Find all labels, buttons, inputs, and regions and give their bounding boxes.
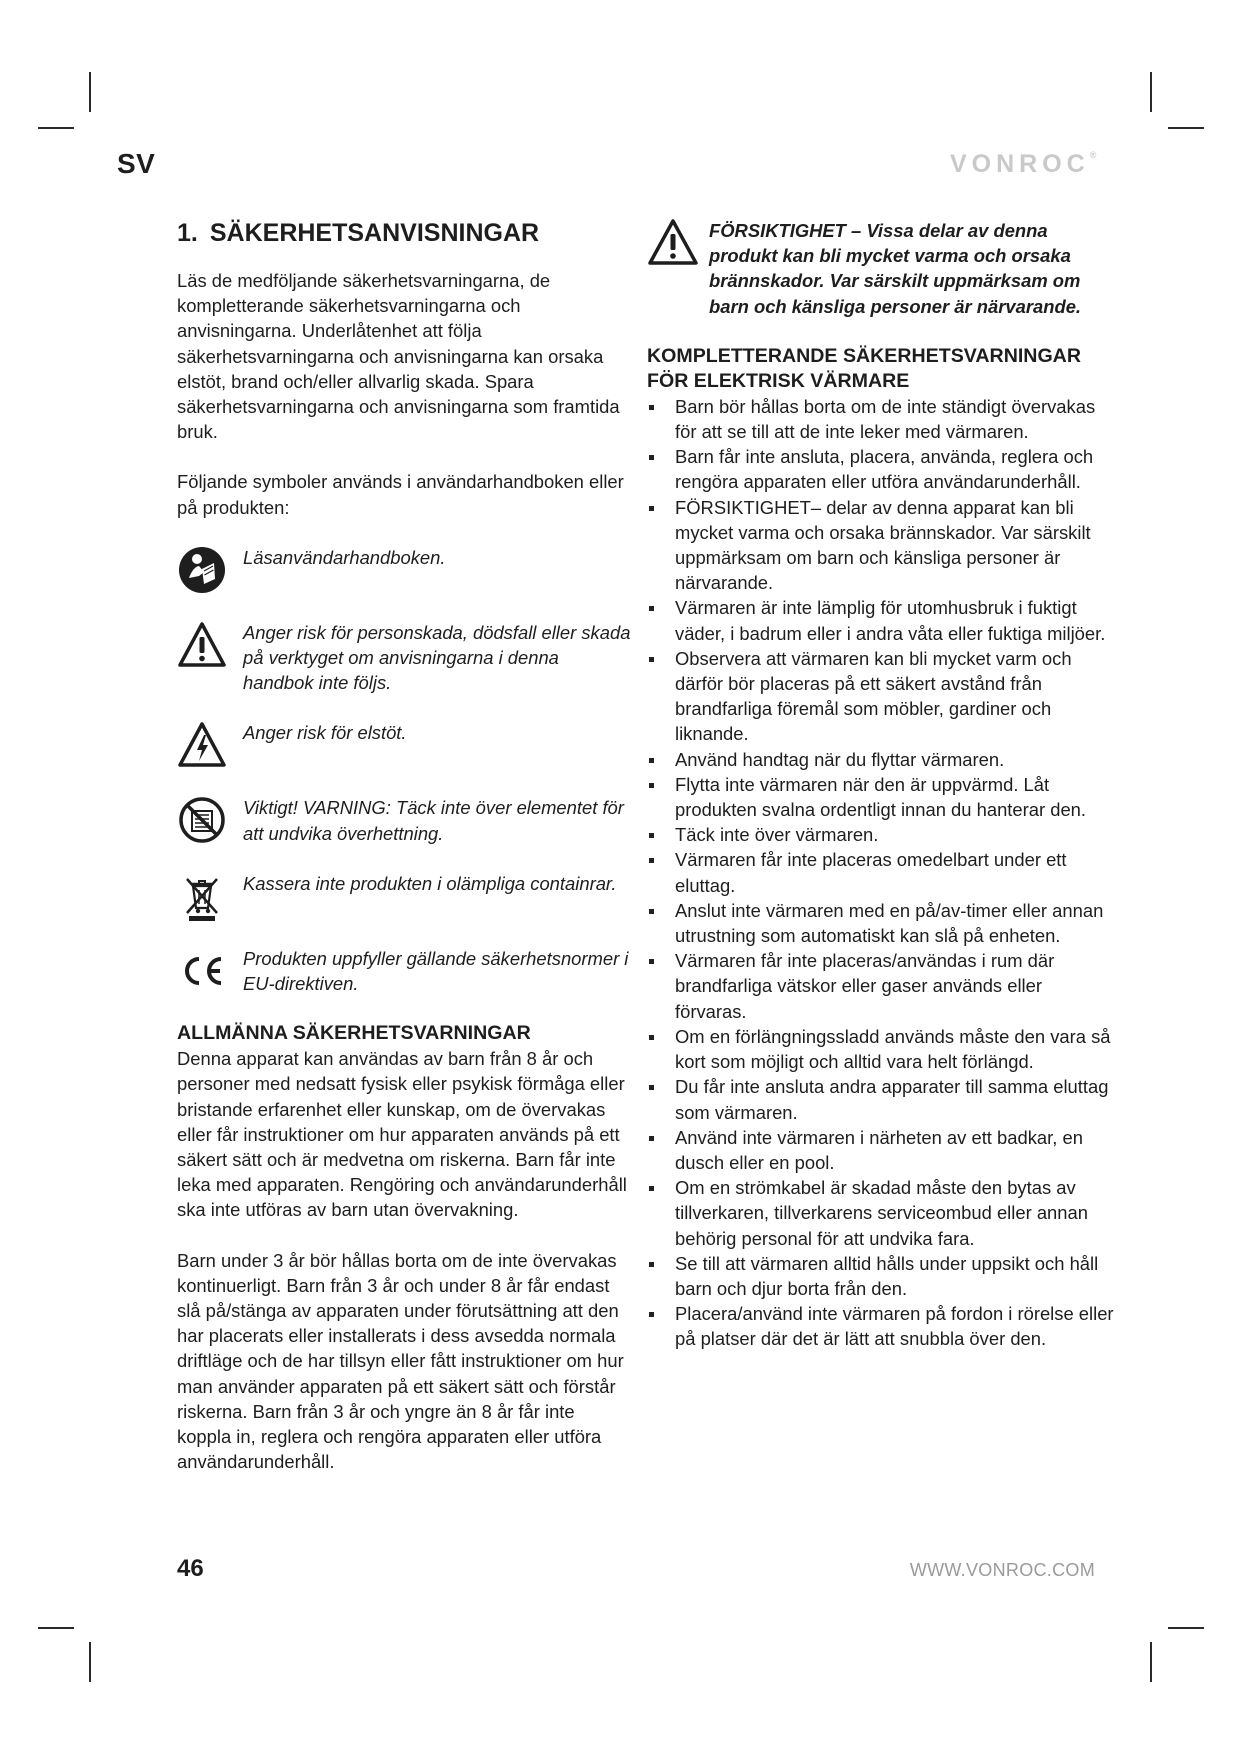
list-item: Placera/använd inte värmaren på fordon i rörelse eller på platser där det är lätt att snubbla över den. bbox=[647, 1301, 1117, 1351]
general-paragraph: Denna apparat kan användas av barn från 8 år och personer med nedsatt fysisk eller psykisk förmåga eller bristande erfarenhet eller kunskap, om de övervakas eller får instruktioner om hur apparaten används på ett säkert sätt och är medvetna om riskerna. Barn får inte leka med apparaten. Rengöring och användarunderhåll ska inte utföras av barn utan övervakning. bbox=[177, 1048, 627, 1221]
section-title: 1. SÄKERHETSANVISNINGAR bbox=[177, 219, 540, 247]
general-paragraph: Barn under 3 år bör hållas borta om de inte övervakas kontinuerligt. Barn från 3 år och under 8 år får endast slå på/stänga av apparaten under förutsättning att den har placerats eller installerats i dess avsedda normala driftläge och de har tillsyn eller fått instruktioner om hur man använder apparaten på ett säkert sätt och förstår riskerna. Barn från 3 år och yngre än 8 år får inte koppla in, reglera och rengöra apparaten eller utföra användarunderhåll. bbox=[177, 1249, 624, 1473]
page-number: 46 bbox=[177, 1555, 204, 1582]
electric-shock-icon bbox=[177, 720, 227, 770]
list-item: Anslut inte värmaren med en på/av-timer eller annan utrustning som automatiskt kan slå på enheten. bbox=[647, 898, 1117, 948]
symbol-text: Produkten uppfyller gällande säkerhetsnormer i EU-direktiven. bbox=[243, 947, 629, 995]
list-item: Barn bör hållas borta om de inte ständigt övervakas för att se till att de inte leker med värmaren. bbox=[647, 394, 1117, 444]
list-item: Täck inte över värmaren. bbox=[647, 822, 1117, 847]
symbol-text: Anger risk för elstöt. bbox=[243, 722, 407, 744]
heater-warnings-heading: KOMPLETTERANDE SÄKERHETSVARNINGAR FÖR ELEKTRISK VÄRMARE bbox=[647, 344, 1081, 392]
symbol-row bbox=[177, 871, 632, 921]
weee-bin-icon bbox=[177, 871, 227, 921]
crop-mark bbox=[38, 127, 74, 129]
website-url: WWW.VONROC.COM bbox=[909, 1560, 1095, 1580]
list-item: Om en strömkabel är skadad måste den bytas av tillverkaren, tillverkarens serviceombud eller annan behörig personal för att undvika fara. bbox=[647, 1175, 1117, 1251]
list-item: Flytta inte värmaren när den är uppvärmd. Låt produkten svalna ordentligt innan du hanterar den. bbox=[647, 772, 1117, 822]
do-not-cover-icon bbox=[177, 795, 227, 845]
list-item: Värmaren får inte placeras/användas i rum där brandfarliga vätskor eller gaser används eller förvaras. bbox=[647, 948, 1117, 1024]
list-item: Värmaren får inte placeras omedelbart under ett eluttag. bbox=[647, 847, 1117, 897]
right-column bbox=[647, 218, 1117, 1352]
list-item: FÖRSIKTIGHET– delar av denna apparat kan bli mycket varma och orsaka brännskador. Var särskilt uppmärksam om barn och känsliga personer är närvarande. bbox=[647, 495, 1117, 596]
crop-mark bbox=[1168, 1627, 1204, 1629]
caution-notice bbox=[647, 218, 1117, 319]
caution-text: FÖRSIKTIGHET – Vissa delar av denna produkt kan bli mycket varma och orsaka brännskador. Var särskilt uppmärksam om barn och känsliga personer är närvarande. bbox=[709, 220, 1082, 317]
crop-mark bbox=[89, 72, 91, 112]
list-item: Se till att värmaren alltid hålls under uppsikt och håll barn och djur borta från den. bbox=[647, 1251, 1117, 1301]
left-column bbox=[177, 218, 632, 1475]
list-item: Observera att värmaren kan bli mycket varm och därför bör placeras på ett säkert avstånd från brandfarliga föremål som möbler, gardiner och liknande. bbox=[647, 646, 1117, 747]
intro-paragraph: Läs de medföljande säkerhetsvarningarna, de kompletterande säkerhetsvarningarna och anvisningarna. Underlåtenhet att följa säkerhetsvarningarna och anvisningarna kan orsaka elstöt, brand och/eller allvarlig skada. Spara säkerhetsvarningarna och anvisningarna som framtida bruk. bbox=[177, 270, 620, 443]
symbol-text: Viktigt! VARNING: Täck inte över elementet för att undvika överhettning. bbox=[243, 797, 624, 844]
crop-mark bbox=[89, 1642, 91, 1682]
ce-mark-icon bbox=[177, 946, 227, 996]
crop-mark bbox=[38, 1627, 74, 1629]
language-label: SV bbox=[117, 148, 156, 179]
symbol-row bbox=[177, 620, 632, 696]
symbols-intro: Följande symboler används i användarhandboken eller på produkten: bbox=[177, 471, 624, 518]
crop-mark bbox=[1150, 1642, 1152, 1682]
symbol-text: Kassera inte produkten i olämpliga containrar. bbox=[243, 872, 617, 894]
symbol-text: Anger risk för personskada, dödsfall eller skada på verktyget om anvisningarna i denna handbok inte följs. bbox=[243, 621, 631, 694]
brand-logo: VONROC® bbox=[950, 150, 1097, 178]
general-warnings-heading: ALLMÄNNA SÄKERHETSVARNINGAR bbox=[177, 1022, 531, 1045]
warning-triangle-icon bbox=[647, 218, 699, 266]
symbol-text: Läsanvändarhandboken. bbox=[243, 546, 446, 568]
crop-mark bbox=[1150, 72, 1152, 112]
warning-triangle-icon bbox=[177, 620, 227, 670]
list-item: Värmaren är inte lämplig för utomhusbruk i fuktigt väder, i badrum eller i andra våta eller fuktiga miljöer. bbox=[647, 595, 1117, 645]
crop-mark bbox=[1168, 127, 1204, 129]
symbol-row bbox=[177, 545, 632, 595]
list-item: Om en förlängningssladd används måste den vara så kort som möjligt och alltid vara helt förlängd. bbox=[647, 1024, 1117, 1074]
list-item: Använd handtag när du flyttar värmaren. bbox=[647, 747, 1117, 772]
symbol-row bbox=[177, 946, 632, 996]
read-manual-icon bbox=[177, 545, 227, 595]
symbol-row bbox=[177, 795, 632, 845]
list-item: Barn får inte ansluta, placera, använda, reglera och rengöra apparaten eller utföra användarunderhåll. bbox=[647, 444, 1117, 494]
symbol-row bbox=[177, 720, 632, 770]
list-item: Använd inte värmaren i närheten av ett badkar, en dusch eller en pool. bbox=[647, 1125, 1117, 1175]
heater-warnings-list bbox=[647, 394, 1117, 1352]
list-item: Du får inte ansluta andra apparater till samma eluttag som värmaren. bbox=[647, 1074, 1117, 1124]
